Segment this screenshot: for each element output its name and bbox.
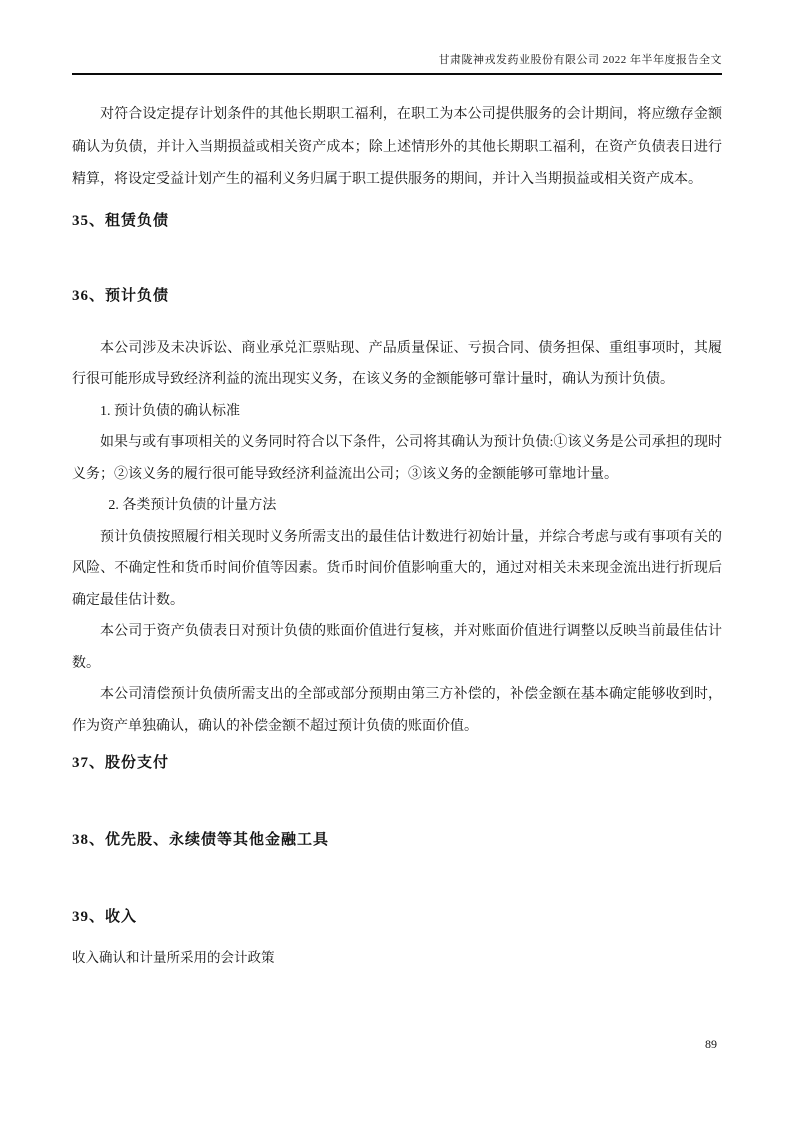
paragraph-provisions-reimbursement: 本公司清偿预计负债所需支出的全部或部分预期由第三方补偿的，补偿金额在基本确定能够收到时，作为资产单独确认，确认的补偿金额不超过预计负债的账面价值。 — [72, 687, 722, 734]
section-heading-39-revenue: 39、收入 — [72, 909, 138, 925]
paragraph-provisions-review: 本公司于资产负债表日对预计负债的账面价值进行复核，并对账面价值进行调整以反映当前最佳估计数。 — [72, 624, 722, 671]
section-heading-37-share-payment: 37、股份支付 — [72, 755, 170, 771]
paragraph-employee-benefits: 对符合设定提存计划条件的其他长期职工福利，在职工为本公司提供服务的会计期间，将应缴存金额确认为负债，并计入当期损益或相关资产成本；除上述情形外的其他长期职工福利，在资产负债表日进行精算，将设定受益计划产生的福利义务归属于职工提供服务的期间，并计入当期损益或相关资产成本。 — [72, 107, 722, 187]
paragraph-revenue-policy: 收入确认和计量所采用的会计政策 — [72, 950, 275, 965]
paragraph-provisions-measurement-detail: 预计负债按照履行相关现时义务所需支出的最佳估计数进行初始计量，并综合考虑与或有事项有关的风险、不确定性和货币时间价值等因素。货币时间价值影响重大的，通过对相关未来现金流出进行折现后确定最佳估计数。 — [72, 529, 722, 608]
running-header-title: 甘肃陇神戎发药业股份有限公司 2022 年半年度报告全文 — [438, 54, 722, 66]
section-heading-38-preferred-shares: 38、优先股、永续债等其他金融工具 — [72, 832, 330, 848]
paragraph-provisions-criteria-detail: 如果与或有事项相关的义务同时符合以下条件，公司将其确认为预计负债:①该义务是公司承担的现时义务；②该义务的履行很可能导致经济利益流出公司；③该义务的金额能够可靠地计量。 — [72, 435, 722, 482]
section-36-content — [72, 333, 722, 743]
section-heading-36-provisions: 36、预计负债 — [72, 287, 170, 304]
section-heading-35-lease-liabilities: 35、租赁负债 — [72, 212, 170, 229]
paragraph-provisions-criteria-title: 1. 预计负债的确认标准 — [100, 403, 240, 419]
running-header — [72, 53, 722, 75]
document-body — [72, 90, 722, 967]
paragraph-provisions-measurement-title: 2. 各类预计负债的计量方法 — [108, 498, 277, 513]
page-number: 89 — [705, 1037, 717, 1051]
paragraph-provisions-recognition: 本公司涉及未决诉讼、商业承兑汇票贴现、产品质量保证、亏损合同、债务担保、重组事项时，其履行很可能形成导致经济利益的流出现实义务，在该义务的金额能够可靠计量时，确认为预计负债。 — [72, 340, 722, 387]
